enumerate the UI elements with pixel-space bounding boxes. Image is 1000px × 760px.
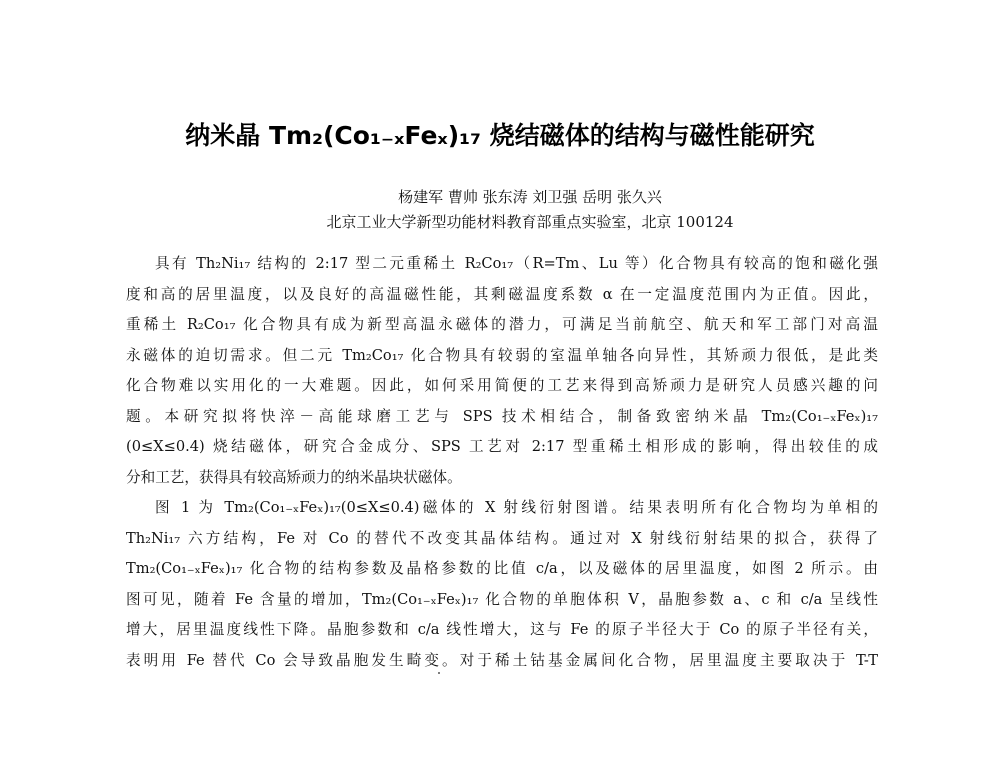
paragraph-2-line: Th₂Ni₁₇ 六方结构，Fe 对 Co 的替代不改变其晶体结构。通过对 X 射线衍射结果的拟合，获得了: [126, 529, 878, 547]
paragraph-1-line: 度和高的居里温度，以及良好的高温磁性能，其剩磁温度系数 α 在一定温度范围内为正值。因此，: [126, 285, 878, 303]
paragraph-2-line: 表明用 Fe 替代 Co 会导致晶胞发生畸变。对于稀土钴基金属间化合物，居里温度主要取决于 T-T: [126, 651, 878, 669]
paragraph-1-line: 重稀土 R₂Co₁₇ 化合物具有成为新型高温永磁体的潜力，可满足当前航空、航天和军工部门对高温: [126, 316, 878, 333]
paragraph-2-line: Tm₂(Co₁₋ₓFeₓ)₁₇ 化合物的结构参数及晶格参数的比值 c/a，以及磁体的居里温度，如图 2 所示。由: [126, 560, 878, 577]
paragraph-1-line: 永磁体的迫切需求。但二元 Tm₂Co₁₇ 化合物具有较弱的室温单轴各向异性，其矫顽力很低，是此类: [126, 346, 878, 364]
paragraph-2-line: 图 1 为 Tm₂(Co₁₋ₓFeₓ)₁₇(0≤X≤0.4)磁体的 X 射线衍射图谱。结果表明所有化合物均为单相的: [155, 499, 878, 516]
paper-title: 纳米晶 Tm₂(Co₁₋ₓFeₓ)₁₇ 烧结磁体的结构与磁性能研究: [185, 121, 815, 150]
author-affiliation: 北京工业大学新型功能材料教育部重点实验室，北京 100124: [326, 213, 734, 231]
paragraph-1-line: (0≤X≤0.4) 烧结磁体，研究合金成分、SPS 工艺对 2:17 型重稀土相形成的影响，得出较佳的成: [126, 438, 878, 455]
paragraph-1-line: 化合物难以实用化的一大难题。因此，如何采用简便的工艺来得到高矫顽力是研究人员感兴趣的问: [126, 377, 878, 394]
paragraph-2-line: 图可见，随着 Fe 含量的增加，Tm₂(Co₁₋ₓFeₓ)₁₇ 化合物的单胞体积 V，晶胞参数 a、c 和 c/a 呈线性: [126, 590, 878, 608]
body-text: [126, 249, 878, 676]
paragraph-2-line: 增大，居里温度线性下降。晶胞参数和 c/a 线性增大，这与 Fe 的原子半径大于 Co 的原子半径有关，: [126, 621, 878, 638]
paragraph-1-line: 具有 Th₂Ni₁₇ 结构的 2:17 型二元重稀土 R₂Co₁₇（R=Tm、Lu 等）化合物具有较高的饱和磁化强: [155, 255, 878, 272]
paragraph-1-line: 分和工艺，获得具有较高矫顽力的纳米晶块状磁体。: [126, 468, 462, 486]
author-list: 杨建军 曹帅 张东涛 刘卫强 岳明 张久兴: [398, 188, 662, 206]
scan-speck: [438, 672, 440, 674]
paragraph-1-line: 题。本研究拟将快淬－高能球磨工艺与 SPS 技术相结合，制备致密纳米晶 Tm₂(Co₁₋ₓFeₓ)₁₇: [126, 407, 878, 425]
